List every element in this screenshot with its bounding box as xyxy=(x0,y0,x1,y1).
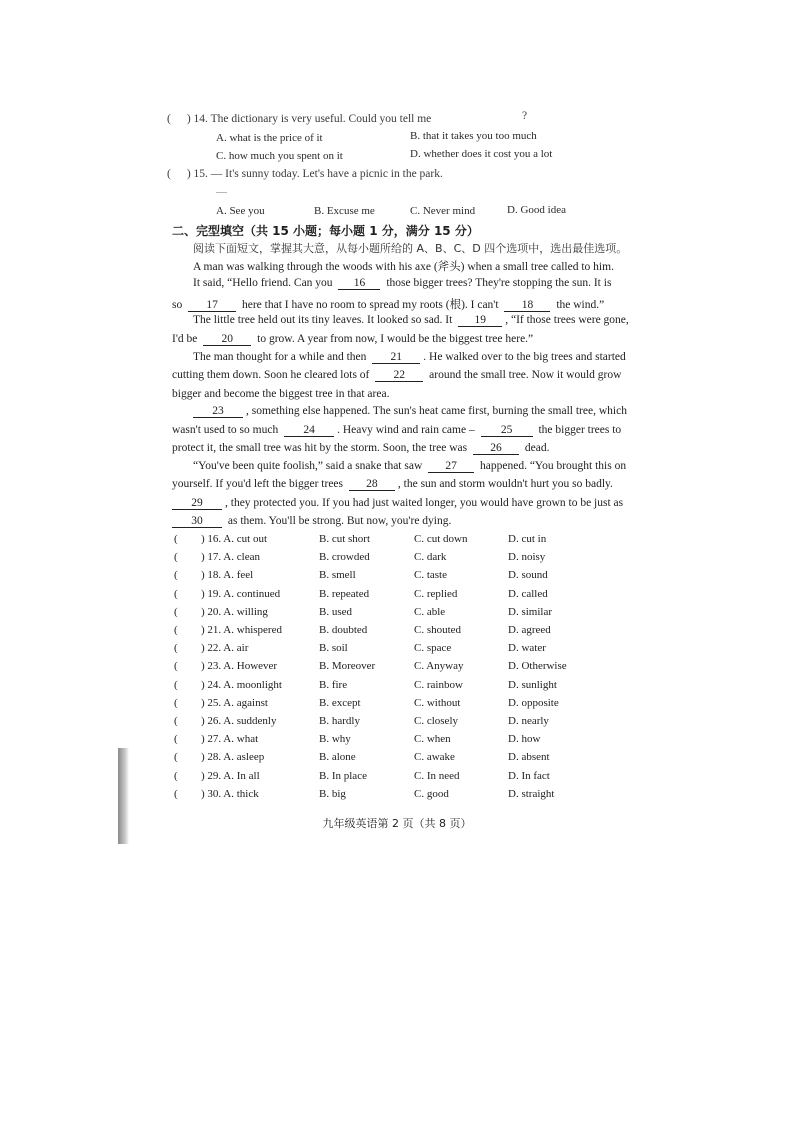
passage-text: here that I have no room to spread my roots (根). I can't xyxy=(241,299,499,311)
answer-paren: ( xyxy=(174,715,178,727)
passage-line-2 xyxy=(193,277,611,290)
paren-15: ( xyxy=(167,168,171,180)
q15-option-a: A. See you xyxy=(216,205,265,217)
passage-text: , they protected you. If you had just waited longer, you would have grown to be just as xyxy=(225,497,624,509)
passage-text: . He walked over to the big trees and started xyxy=(423,351,626,363)
option-d: D. Otherwise xyxy=(508,660,567,673)
answer-paren: ( xyxy=(174,642,178,655)
option-a: ) 18. A. feel xyxy=(201,569,254,582)
passage-text: so xyxy=(172,299,183,311)
option-b: B. smell xyxy=(319,569,356,582)
passage-line-14 xyxy=(172,497,623,510)
answer-paren: ( xyxy=(174,533,178,545)
answer-paren: ( xyxy=(174,787,178,800)
option-b: B. In place xyxy=(319,769,367,782)
blank-18: 18 xyxy=(504,299,550,312)
passage-text: protect it, the small tree was hit by the storm. Soon, the tree was xyxy=(172,442,468,454)
passage-line-1: A man was walking through the woods with his axe (斧头) when a small tree called to him. xyxy=(193,261,614,273)
option-d: D. cut in xyxy=(508,533,547,545)
option-d: D. nearly xyxy=(508,715,549,727)
section-instruction: 阅读下面短文，掌握其大意，从每小题所给的 A、B、C、D 四个选项中，选出最佳选项。 xyxy=(193,242,628,255)
blank-16: 16 xyxy=(338,277,380,290)
option-b: B. cut short xyxy=(319,533,371,545)
option-d: D. noisy xyxy=(508,551,546,564)
option-a: ) 25. A. against xyxy=(201,696,268,709)
option-d: D. In fact xyxy=(508,769,550,782)
option-d: D. sound xyxy=(508,569,548,582)
passage-line-12 xyxy=(193,460,626,473)
blank-29: 29 xyxy=(172,497,222,510)
option-b: B. hardly xyxy=(319,715,360,727)
option-d: D. called xyxy=(508,587,548,600)
question-14 xyxy=(167,113,431,125)
blank-26: 26 xyxy=(473,442,519,455)
passage-line-10 xyxy=(172,424,621,437)
option-c: C. cut down xyxy=(414,533,468,545)
answer-paren: ( xyxy=(174,678,178,691)
answer-paren: ( xyxy=(174,733,178,746)
option-b: B. why xyxy=(319,733,351,746)
passage-text: , “If those trees were gone, xyxy=(505,314,629,326)
option-c: C. without xyxy=(414,696,461,709)
answer-paren: ( xyxy=(174,751,178,764)
option-d: D. similar xyxy=(508,605,552,618)
answer-paren: ( xyxy=(174,769,178,782)
q15-option-b: B. Excuse me xyxy=(314,205,375,217)
option-c: C. good xyxy=(414,787,449,800)
option-b: B. used xyxy=(319,605,352,618)
passage-text: , something else happened. The sun's heat came first, burning the small tree, which xyxy=(246,405,627,417)
page-footer: 九年级英语第 2 页（共 8 页） xyxy=(322,817,472,830)
blank-17: 17 xyxy=(188,299,236,312)
option-b: B. repeated xyxy=(319,587,370,600)
q14-option-c: C. how much you spent on it xyxy=(216,150,343,162)
option-c: C. replied xyxy=(414,587,458,600)
passage-text: , the sun and storm wouldn't hurt you so badly. xyxy=(397,478,613,490)
option-d: D. sunlight xyxy=(508,678,557,691)
option-a: ) 21. A. whispered xyxy=(201,624,282,636)
blank-22: 22 xyxy=(375,369,423,382)
option-c: C. Anyway xyxy=(414,660,464,673)
q14-blank-mark: ? xyxy=(522,110,528,122)
passage-text: those bigger trees? They're stopping the sun. It is xyxy=(386,277,612,289)
answer-paren: ( xyxy=(174,624,178,636)
option-a: ) 24. A. moonlight xyxy=(201,678,282,691)
option-a: ) 22. A. air xyxy=(201,642,249,655)
passage-line-9 xyxy=(193,405,627,418)
passage-line-5 xyxy=(172,333,533,346)
passage-text: to grow. A year from now, I would be the biggest tree here.” xyxy=(257,333,534,345)
option-d: D. how xyxy=(508,733,541,746)
option-c: C. In need xyxy=(414,769,460,782)
passage-text: cutting them down. Soon he cleared lots of xyxy=(172,369,370,381)
option-c: C. able xyxy=(414,605,446,618)
option-b: B. soil xyxy=(319,642,348,655)
option-a: ) 17. A. clean xyxy=(201,551,260,564)
blank-20: 20 xyxy=(203,333,251,346)
option-b: B. crowded xyxy=(319,551,370,564)
passage-text: The little tree held out its tiny leaves. It looked so sad. It xyxy=(193,314,453,326)
option-a: ) 30. A. thick xyxy=(201,787,259,800)
passage-text: wasn't used to so much xyxy=(172,424,279,436)
section-title: 二、完型填空（共 15 小题；每小题 1 分，满分 15 分） xyxy=(172,224,479,238)
option-a: ) 28. A. asleep xyxy=(201,751,265,764)
option-a: ) 26. A. suddenly xyxy=(201,715,277,727)
answer-paren: ( xyxy=(174,587,178,600)
passage-text: dead. xyxy=(524,442,550,454)
option-a: ) 19. A. continued xyxy=(201,587,281,600)
option-c: C. closely xyxy=(414,715,458,727)
answer-paren: ( xyxy=(174,569,178,582)
answer-paren: ( xyxy=(174,696,178,709)
option-a: ) 29. A. In all xyxy=(201,769,260,782)
option-b: B. fire xyxy=(319,678,348,691)
blank-19: 19 xyxy=(458,314,502,327)
q14-option-d: D. whether does it cost you a lot xyxy=(410,148,553,160)
blank-27: 27 xyxy=(428,460,474,473)
option-a: ) 23. A. However xyxy=(201,660,278,673)
option-a: ) 20. A. willing xyxy=(201,605,268,618)
option-b: B. except xyxy=(319,696,361,709)
option-d: D. straight xyxy=(508,787,555,800)
passage-line-13 xyxy=(172,478,613,491)
option-d: D. opposite xyxy=(508,696,559,709)
q14-option-a: A. what is the price of it xyxy=(216,132,323,144)
option-c: C. shouted xyxy=(414,624,462,636)
passage-text: the bigger trees to xyxy=(538,424,622,436)
passage-text: The man thought for a while and then xyxy=(193,351,367,363)
option-c: C. when xyxy=(414,733,451,746)
blank-30: 30 xyxy=(172,515,222,528)
passage-text: as them. You'll be strong. But now, you're dying. xyxy=(227,515,452,527)
option-c: C. awake xyxy=(414,751,455,764)
q14-stem: ) 14. The dictionary is very useful. Could you tell me xyxy=(186,113,432,125)
answer-paren: ( xyxy=(174,660,178,673)
passage-text: around the small tree. Now it would grow xyxy=(429,369,622,381)
blank-25: 25 xyxy=(481,424,533,437)
q15-response-dash: — xyxy=(216,186,227,198)
passage-text: I'd be xyxy=(172,333,198,345)
option-b: B. doubted xyxy=(319,624,368,636)
q15-option-d: D. Good idea xyxy=(507,204,566,216)
answer-paren: ( xyxy=(174,551,178,564)
passage-line-3 xyxy=(172,296,604,312)
passage-line-7 xyxy=(172,369,621,382)
option-c: C. space xyxy=(414,642,452,655)
option-d: D. absent xyxy=(508,751,550,764)
passage-text: the wind.” xyxy=(556,299,605,311)
passage-line-11 xyxy=(172,442,549,455)
passage-text: It said, “Hello friend. Can you xyxy=(193,277,333,289)
passage-text: . Heavy wind and rain came – xyxy=(337,424,475,436)
option-a: ) 27. A. what xyxy=(201,733,259,746)
option-b: B. big xyxy=(319,787,346,800)
q15-stem: ) 15. — It's sunny today. Let's have a picnic in the park. xyxy=(186,168,443,180)
blank-24: 24 xyxy=(284,424,334,437)
option-d: D. agreed xyxy=(508,624,551,636)
passage-text: yourself. If you'd left the bigger trees xyxy=(172,478,344,490)
passage-line-8: bigger and become the biggest tree in that area. xyxy=(172,388,390,400)
option-b: B. Moreover xyxy=(319,660,376,673)
option-c: C. dark xyxy=(414,551,447,564)
passage-text: “You've been quite foolish,” said a snake that saw xyxy=(193,460,423,472)
passage-line-6 xyxy=(193,351,626,364)
option-c: C. taste xyxy=(414,569,447,582)
answer-paren: ( xyxy=(174,605,178,618)
passage-line-15 xyxy=(172,515,451,528)
blank-23: 23 xyxy=(193,405,243,418)
option-c: C. rainbow xyxy=(414,678,463,691)
paren-14: ( xyxy=(167,113,171,125)
option-d: D. water xyxy=(508,642,546,655)
passage-line-4 xyxy=(193,314,629,327)
passage-text: happened. “You brought this on xyxy=(480,460,627,472)
question-15 xyxy=(167,168,443,180)
q14-option-b: B. that it takes you too much xyxy=(410,130,537,142)
option-b: B. alone xyxy=(319,751,356,764)
option-a: ) 16. A. cut out xyxy=(201,533,267,545)
blank-21: 21 xyxy=(372,351,420,364)
q15-option-c: C. Never mind xyxy=(410,205,476,217)
blank-28: 28 xyxy=(349,478,395,491)
